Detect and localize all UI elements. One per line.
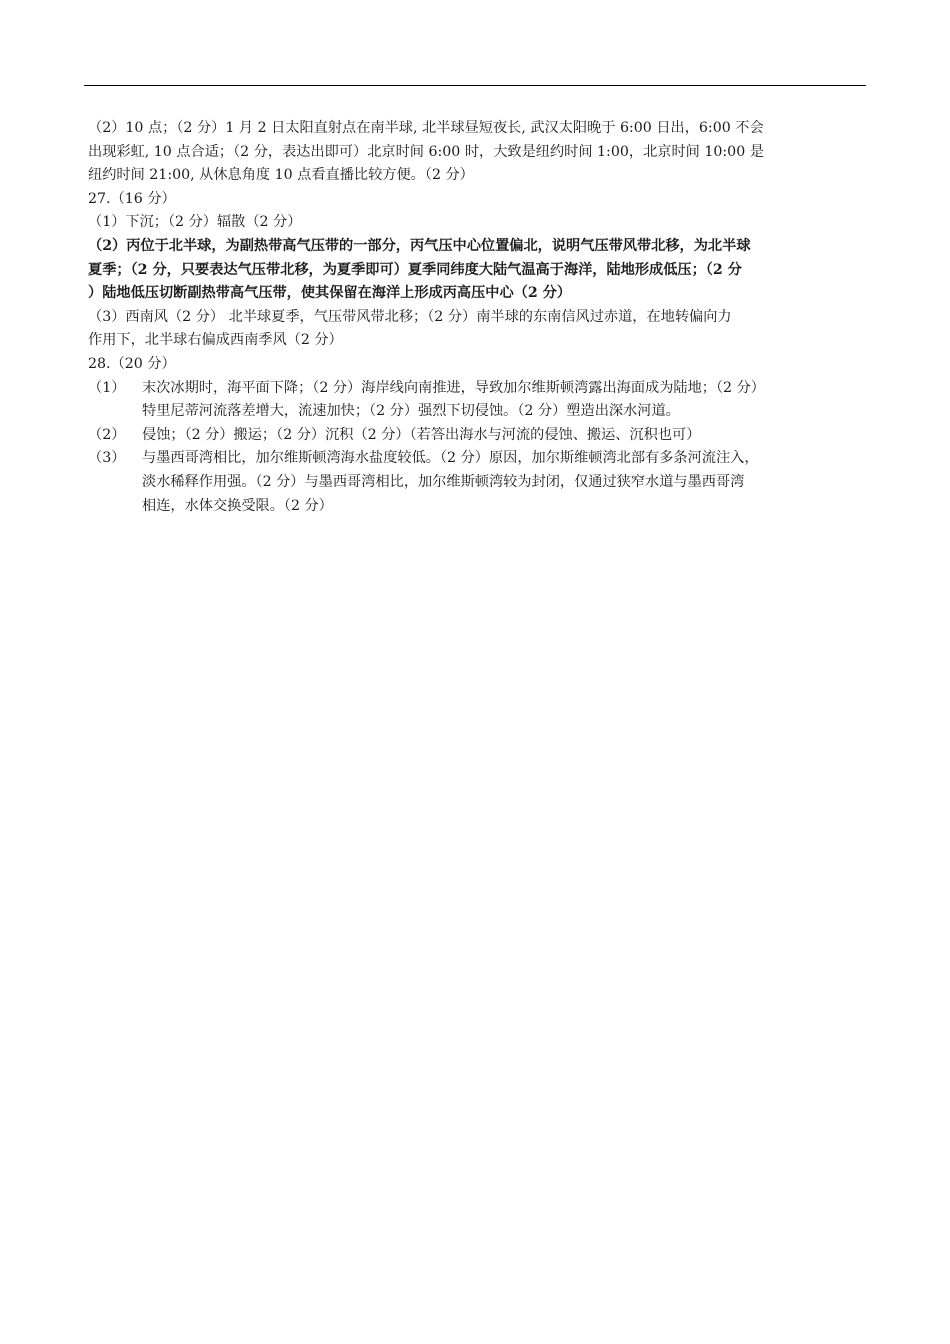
q27-part2-line: （2）丙位于北半球，为副热带高气压带的一部分，丙气压中心位置偏北，说明气压带风带北移，为北半球 — [88, 237, 751, 254]
q28-item-3 — [88, 447, 868, 518]
q27-part1: （1）下沉；（2 分）辐散（2 分） — [88, 214, 302, 231]
q27 — [88, 188, 868, 353]
q28-item-line: 相连，水体交换受限。（2 分） — [142, 497, 333, 514]
q28-header: 28.（20 分） — [88, 355, 176, 372]
q28-item-body — [142, 447, 868, 518]
q28-item-number: （2） — [88, 426, 126, 443]
q28-item-line: 特里尼蒂河流落差增大，流速加快；（2 分）强烈下切侵蚀。（2 分）塑造出深水河道。 — [142, 403, 680, 420]
q28-item-2 — [88, 424, 868, 448]
q28 — [88, 353, 868, 518]
q27-part2 — [88, 235, 868, 306]
q28-item-body — [142, 377, 868, 424]
q28-item-number: （1） — [88, 379, 126, 396]
q27-part3-line: 作用下，北半球右偏成西南季风（2 分） — [88, 332, 343, 349]
answer-content — [88, 117, 868, 518]
q28-item-body — [142, 424, 868, 448]
q26-part2 — [88, 117, 868, 188]
header-rule — [84, 85, 866, 86]
q28-item-line: 与墨西哥湾相比，加尔维斯顿湾海水盐度较低。（2 分）原因，加尔斯维顿湾北部有多条河流注入， — [142, 450, 759, 467]
q28-item-line: 侵蚀；（2 分）搬运；（2 分）沉积（2 分）（若答出海水与河流的侵蚀、搬运、沉积也可） — [142, 426, 701, 443]
q28-item-1 — [88, 377, 868, 424]
q28-item-number: （3） — [88, 450, 126, 467]
q27-part2-line: ）陆地低压切断副热带高气压带，使其保留在海洋上形成丙高压中心（2 分） — [88, 285, 572, 302]
q27-part3-line: （3）西南风（2 分） 北半球夏季，气压带风带北移；（2 分）南半球的东南信风过赤道，在地转偏向力 — [88, 308, 732, 325]
q27-header: 27.（16 分） — [88, 190, 176, 207]
q28-item-line: 淡水稀释作用强。（2 分）与墨西哥湾相比，加尔维斯顿湾较为封闭，仅通过狭窄水道与墨西哥湾 — [142, 473, 745, 490]
q26-part2-line: 纽约时间 21:00, 从休息角度 10 点看直播比较方便。（2 分） — [88, 167, 474, 184]
q27-part2-line: 夏季；（2 分，只要表达气压带北移，为夏季即可）夏季同纬度大陆气温高于海洋，陆地形成低压；（2 分 — [88, 261, 742, 278]
q26-part2-line: 出现彩虹, 10 点合适；（2 分，表达出即可）北京时间 6:00 时，大致是纽约时间 1:00，北京时间 10:00 是 — [88, 143, 764, 160]
q26-part2-line: （2）10 点；（2 分）1 月 2 日太阳直射点在南半球, 北半球昼短夜长, 武汉太阳晚于 6:00 日出，6:00 不会 — [88, 120, 764, 136]
q27-part3 — [88, 306, 868, 353]
q28-item-line: 末次冰期时，海平面下降；（2 分）海岸线向南推进，导致加尔维斯顿湾露出海面成为陆地；（2 分） — [142, 379, 765, 396]
